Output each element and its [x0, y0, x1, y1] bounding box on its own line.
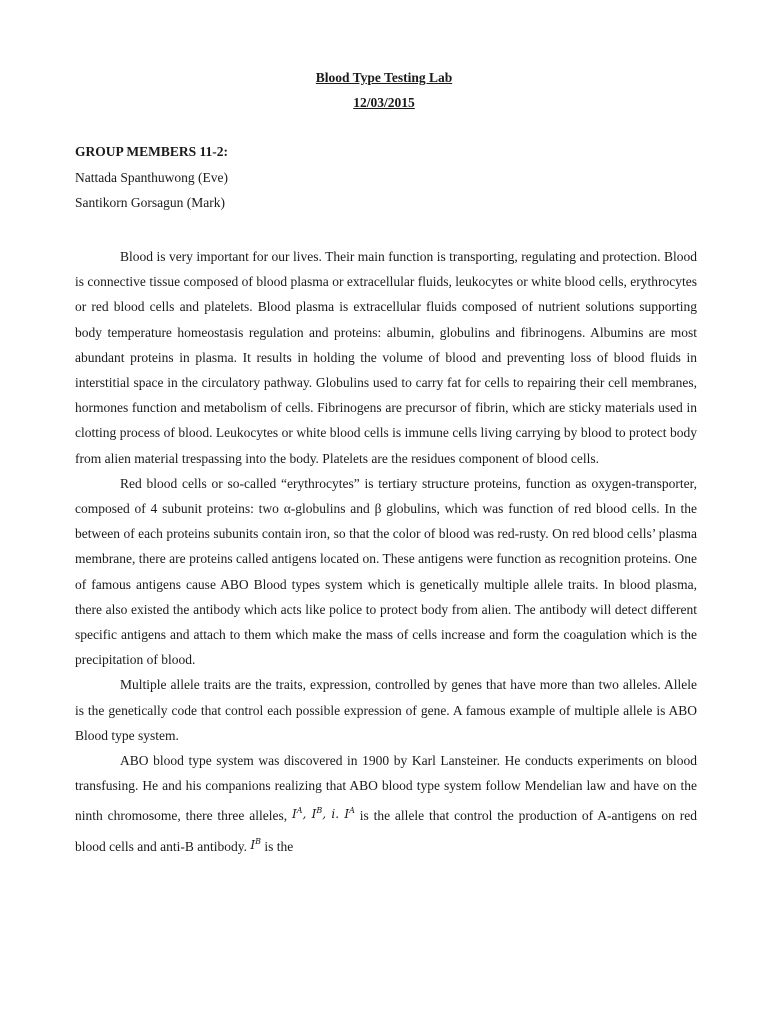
document-date: 12/03/2015: [353, 95, 415, 110]
paragraph-multiple-allele: Multiple allele traits are the traits, expression, controlled by genes that have more than two alleles. Allele is the genetically code that control each possible expression of gene. A famous example of multiple allele is ABO Blood type system.: [75, 677, 697, 743]
alleles-formula: $I^A$, $I^B$, i. $I^A$: [291, 806, 355, 822]
paragraph-blood-overview: Blood is very important for our lives. Their main function is transporting, regulating and protection. Blood is connective tissue composed of blood plasma or extracellular fluids, leukocytes or white blood cells, erythrocytes or red blood cells and platelets. Blood plasma is extracellular fluids composed of nutrient solutions supporting body temperature homeostasis regulation and proteins: albumin, globulins and fibrinogens. Albumins are most abundant proteins in plasma. It results in holding the volume of blood and preventing loss of blood fluids in interstitial space in the circulatory pathway. Globulins used to carry fat for cells to repairing their cell membranes, hormones function and metabolism of cells. Fibrinogens are precursor of fibrin, which are sticky materials used in clotting process of blood. Leukocytes or white blood cells is immune cells living carrying by blood to protect body from alien material trespassing into the body. Platelets are the residues component of blood cells.: [75, 249, 697, 466]
paragraph-text: is the allele that control the production of A-antigens on red blood cells and anti-B antibody.: [75, 808, 697, 854]
document-title: Blood Type Testing Lab: [315, 70, 453, 85]
paragraph-text: ABO blood type system was discovered in 1900 by Karl Lansteiner. He conducts experiments on blood transfusing. He and his companions realizing that ABO blood type system follow Mendelian law and have on the ninth chromosome, there three alleles,: [75, 753, 697, 824]
ib-formula: $I^B$: [250, 836, 261, 852]
group-member: Nattada Spanthuwong (Eve): [75, 170, 228, 185]
body-text: [75, 244, 697, 859]
group-member: Santikorn Gorsagun (Mark): [75, 195, 225, 210]
paragraph-abo-system: [75, 748, 697, 859]
paragraph-text: is the: [260, 838, 294, 854]
group-members-heading: GROUP MEMBERS 11-2:: [75, 144, 229, 159]
paragraph-red-blood-cells: Red blood cells or so-called “erythrocytes” is tertiary structure proteins, function as oxygen-transporter, composed of 4 subunit proteins: two α-globulins and β globulins, which was function of red blood cells. In the between of each proteins subunits contain iron, so that the color of blood was red-rusty. On red blood cells’ plasma membrane, there are proteins called antigens located on. These antigens were function as recognition proteins. One of famous antigens cause ABO Blood types system which is genetically multiple allele traits. In blood plasma, there also existed the antibody which acts like police to protect body from alien. The antibody will detect different specific antigens and attach to them which make the mass of cells increase and form the coagulation which is the precipitation of blood.: [75, 475, 697, 668]
